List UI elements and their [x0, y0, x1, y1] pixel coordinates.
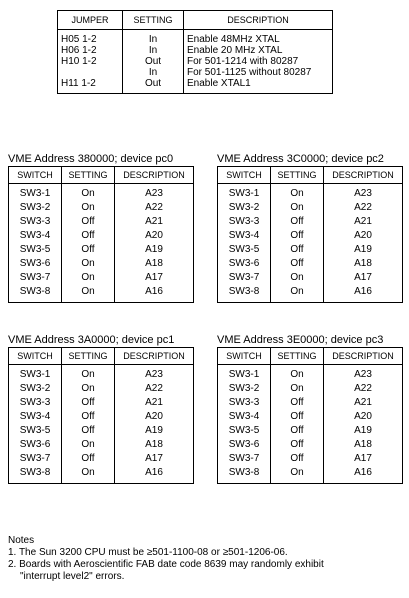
setting-cell: Off: [271, 424, 324, 438]
note-item: 1. The Sun 3200 CPU must be ≥501-1100-08 or ≥501-1206-06.: [8, 547, 288, 558]
jumper-header-row: [58, 11, 333, 30]
table-row: [218, 424, 403, 438]
setting-cell: On: [271, 184, 324, 202]
setting-cell: Out: [123, 78, 184, 94]
switch-header-row: [9, 348, 194, 365]
switch-cell: SW3-2: [9, 201, 62, 215]
description-cell: A22: [145, 383, 163, 394]
switch-table: [217, 166, 403, 303]
note-item: 2. Boards with Aeroscientific FAB date code 8639 may randomly exhibit: [8, 559, 324, 570]
switch-cell: SW3-7: [218, 271, 271, 285]
switch-cell: SW3-6: [218, 438, 271, 452]
table-row: [9, 285, 194, 303]
setting-cell: On: [62, 285, 115, 303]
switch-table: [8, 347, 194, 484]
table-row: [218, 229, 403, 243]
description-cell: Enable 20 MHz XTAL: [187, 45, 283, 56]
setting-cell: Off: [271, 410, 324, 424]
jumper-cell: H11 1-2: [58, 78, 123, 94]
setting-cell: Out: [123, 56, 184, 67]
switch-cell: SW3-7: [9, 271, 62, 285]
table-row: [58, 45, 333, 56]
jumper-cell: H10 1-2: [58, 56, 123, 67]
table-row: [9, 396, 194, 410]
switch-col-header: SWITCH: [9, 348, 62, 365]
description-col-header: DESCRIPTION: [184, 11, 333, 30]
setting-cell: On: [271, 201, 324, 215]
description-cell: A17: [354, 453, 372, 464]
description-cell: A21: [354, 216, 372, 227]
switch-group-pc2: [217, 152, 403, 303]
description-cell: A16: [354, 286, 372, 297]
description-cell: A20: [145, 411, 163, 422]
table-row: [9, 438, 194, 452]
setting-cell: On: [62, 466, 115, 484]
switch-cell: SW3-6: [218, 257, 271, 271]
switch-cell: SW3-8: [9, 466, 62, 484]
switch-cell: SW3-5: [218, 243, 271, 257]
table-row: [58, 56, 333, 67]
switch-cell: SW3-3: [218, 215, 271, 229]
setting-cell: Off: [271, 396, 324, 410]
table-row: [9, 424, 194, 438]
table-row: [218, 285, 403, 303]
table-row: [58, 78, 333, 94]
switch-cell: SW3-8: [9, 285, 62, 303]
description-cell: Enable 48MHz XTAL: [187, 34, 280, 45]
table-row: [218, 243, 403, 257]
setting-cell: On: [62, 201, 115, 215]
description-cell: A20: [145, 230, 163, 241]
switch-col-header: SWITCH: [9, 167, 62, 184]
description-cell: A18: [354, 258, 372, 269]
jumper-cell: H06 1-2: [58, 45, 123, 56]
description-cell: A16: [145, 467, 163, 478]
switch-cell: SW3-1: [218, 365, 271, 383]
switch-cell: SW3-4: [218, 229, 271, 243]
description-cell: A20: [354, 411, 372, 422]
table-row: [9, 271, 194, 285]
description-cell: A18: [145, 258, 163, 269]
setting-cell: On: [62, 271, 115, 285]
description-cell: A22: [354, 383, 372, 394]
switch-group-pc1: [8, 333, 194, 484]
switch-header-row: [9, 167, 194, 184]
switch-cell: SW3-7: [9, 452, 62, 466]
table-row: [218, 410, 403, 424]
setting-cell: Off: [271, 229, 324, 243]
table-row: [218, 365, 403, 383]
table-row: [9, 466, 194, 484]
setting-cell: Off: [62, 243, 115, 257]
table-row: [58, 67, 333, 78]
description-cell: A16: [354, 467, 372, 478]
description-cell: A23: [354, 188, 372, 199]
setting-cell: Off: [62, 396, 115, 410]
switch-cell: SW3-4: [218, 410, 271, 424]
description-cell: A19: [354, 425, 372, 436]
description-cell: A23: [354, 369, 372, 380]
switch-cell: SW3-8: [218, 466, 271, 484]
setting-cell: On: [62, 184, 115, 202]
setting-cell: Off: [271, 257, 324, 271]
table-row: [9, 382, 194, 396]
description-cell: A21: [145, 216, 163, 227]
switch-table: [8, 166, 194, 303]
switch-cell: SW3-8: [218, 285, 271, 303]
jumper-cell: H05 1-2: [58, 30, 123, 46]
switch-group-title: VME Address 3C0000; device pc2: [217, 153, 384, 165]
description-cell: A16: [145, 286, 163, 297]
table-row: [218, 466, 403, 484]
setting-cell: On: [271, 466, 324, 484]
table-row: [9, 410, 194, 424]
description-col-header: DESCRIPTION: [324, 167, 403, 184]
switch-cell: SW3-3: [218, 396, 271, 410]
description-cell: A17: [354, 272, 372, 283]
description-cell: A22: [145, 202, 163, 213]
description-cell: A18: [354, 439, 372, 450]
table-row: [9, 184, 194, 202]
table-row: [218, 184, 403, 202]
switch-cell: SW3-3: [9, 396, 62, 410]
setting-cell: Off: [62, 452, 115, 466]
setting-cell: Off: [271, 215, 324, 229]
description-col-header: DESCRIPTION: [115, 167, 194, 184]
setting-cell: On: [271, 285, 324, 303]
setting-cell: Off: [62, 215, 115, 229]
setting-cell: On: [62, 257, 115, 271]
switch-col-header: SWITCH: [218, 348, 271, 365]
description-col-header: DESCRIPTION: [324, 348, 403, 365]
table-row: [218, 215, 403, 229]
setting-col-header: SETTING: [271, 348, 324, 365]
table-row: [9, 257, 194, 271]
switch-header-row: [218, 167, 403, 184]
table-row: [218, 382, 403, 396]
switch-group-title: VME Address 3A0000; device pc1: [8, 334, 175, 346]
setting-cell: On: [271, 382, 324, 396]
switch-cell: SW3-4: [9, 410, 62, 424]
jumper-table: [57, 10, 333, 94]
setting-cell: On: [62, 438, 115, 452]
setting-cell: In: [123, 30, 184, 46]
switch-cell: SW3-3: [9, 215, 62, 229]
setting-cell: Off: [62, 229, 115, 243]
setting-cell: Off: [271, 452, 324, 466]
setting-cell: On: [62, 382, 115, 396]
switch-cell: SW3-2: [218, 382, 271, 396]
setting-cell: In: [123, 45, 184, 56]
switch-cell: SW3-5: [9, 243, 62, 257]
table-row: [58, 30, 333, 46]
jumper-cell: [58, 67, 123, 78]
table-row: [218, 452, 403, 466]
description-cell: A19: [145, 244, 163, 255]
switch-cell: SW3-2: [9, 382, 62, 396]
description-cell: A20: [354, 230, 372, 241]
description-cell: A23: [145, 369, 163, 380]
description-cell: A17: [145, 272, 163, 283]
table-row: [218, 271, 403, 285]
description-cell: A21: [145, 397, 163, 408]
switch-cell: SW3-4: [9, 229, 62, 243]
description-cell: A18: [145, 439, 163, 450]
description-cell: A19: [354, 244, 372, 255]
description-cell: A21: [354, 397, 372, 408]
switch-cell: SW3-2: [218, 201, 271, 215]
switch-cell: SW3-1: [9, 365, 62, 383]
setting-cell: Off: [271, 243, 324, 257]
table-row: [9, 452, 194, 466]
table-row: [9, 201, 194, 215]
switch-cell: SW3-7: [218, 452, 271, 466]
switch-cell: SW3-6: [9, 438, 62, 452]
switch-col-header: SWITCH: [218, 167, 271, 184]
notes-heading: Notes: [8, 535, 35, 546]
table-row: [218, 396, 403, 410]
switch-group-title: VME Address 3E0000; device pc3: [217, 334, 384, 346]
table-row: [9, 365, 194, 383]
table-row: [9, 215, 194, 229]
setting-cell: On: [62, 365, 115, 383]
switch-cell: SW3-5: [218, 424, 271, 438]
description-col-header: DESCRIPTION: [115, 348, 194, 365]
switch-group-pc3: [217, 333, 403, 484]
setting-cell: Off: [62, 424, 115, 438]
switch-cell: SW3-5: [9, 424, 62, 438]
table-row: [9, 243, 194, 257]
table-row: [218, 257, 403, 271]
switch-group-title: VME Address 380000; device pc0: [8, 153, 174, 165]
description-cell: A17: [145, 453, 163, 464]
switch-header-row: [218, 348, 403, 365]
notes-section: [8, 535, 324, 583]
description-cell: Enable XTAL1: [187, 78, 251, 89]
description-cell: A22: [354, 202, 372, 213]
setting-col-header: SETTING: [123, 11, 184, 30]
switch-group-pc0: [8, 152, 194, 303]
setting-cell: Off: [62, 410, 115, 424]
description-cell: A19: [145, 425, 163, 436]
setting-cell: On: [271, 271, 324, 285]
switch-cell: SW3-1: [9, 184, 62, 202]
description-cell: For 501-1214 with 80287: [187, 56, 299, 67]
switch-cell: SW3-6: [9, 257, 62, 271]
jumper-col-header: JUMPER: [58, 11, 123, 30]
description-cell: A23: [145, 188, 163, 199]
switch-cell: SW3-1: [218, 184, 271, 202]
setting-col-header: SETTING: [62, 348, 115, 365]
description-cell: For 501-1125 without 80287: [187, 67, 312, 78]
switch-table: [217, 347, 403, 484]
setting-col-header: SETTING: [271, 167, 324, 184]
setting-cell: Off: [271, 438, 324, 452]
table-row: [218, 438, 403, 452]
table-row: [218, 201, 403, 215]
setting-cell: In: [123, 67, 184, 78]
setting-cell: On: [271, 365, 324, 383]
setting-col-header: SETTING: [62, 167, 115, 184]
note-item-continuation: "interrupt level2" errors.: [20, 571, 125, 582]
table-row: [9, 229, 194, 243]
